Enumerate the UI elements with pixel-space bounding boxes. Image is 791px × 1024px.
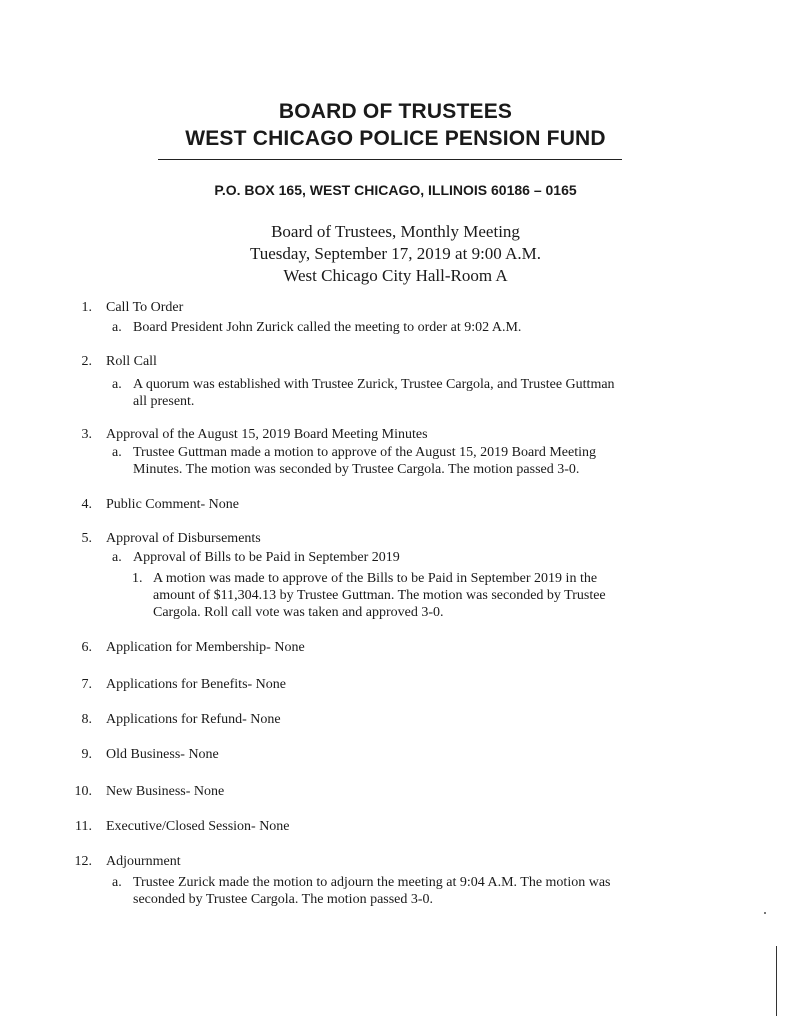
item-number: 2. xyxy=(81,354,92,369)
item-number: 8. xyxy=(81,712,92,727)
sub-text: Approval of Bills to be Paid in September 2019 xyxy=(133,550,400,565)
item-title: Applications for Benefits- None xyxy=(106,677,287,692)
sub-label: a. xyxy=(112,550,122,565)
mailing-address: P.O. BOX 165, WEST CHICAGO, ILLINOIS 60186 – 0165 xyxy=(214,182,577,198)
item-number: 9. xyxy=(81,747,92,762)
item-title: Old Business- None xyxy=(106,747,219,762)
item-number: 11. xyxy=(75,819,92,834)
item-title: Executive/Closed Session- None xyxy=(106,819,290,834)
item-title: Application for Membership- None xyxy=(106,640,305,655)
item-number: 5. xyxy=(81,531,92,546)
sub-text-line-2: Minutes. The motion was seconded by Trustee Cargola. The motion passed 3-0. xyxy=(133,462,580,477)
document-title-line-2: WEST CHICAGO POLICE PENSION FUND xyxy=(185,127,606,150)
sub-text-line-1: Trustee Guttman made a motion to approve of the August 15, 2019 Board Meeting xyxy=(133,445,596,460)
meeting-datetime: Tuesday, September 17, 2019 at 9:00 A.M. xyxy=(249,244,542,263)
item-title: Applications for Refund- None xyxy=(106,712,281,727)
sub-label: a. xyxy=(112,377,122,392)
item-title: Roll Call xyxy=(106,354,157,369)
item-number: 3. xyxy=(81,427,92,442)
item-title: Adjournment xyxy=(106,854,181,869)
item-number: 7. xyxy=(81,677,92,692)
item-number: 1. xyxy=(81,300,92,315)
title-divider xyxy=(158,159,622,160)
sub-text-line-1: A quorum was established with Trustee Zurick, Trustee Cargola, and Trustee Guttman xyxy=(133,377,615,392)
sub-text: Board President John Zurick called the meeting to order at 9:02 A.M. xyxy=(133,320,522,335)
item-number: 12. xyxy=(74,854,92,869)
meeting-type: Board of Trustees, Monthly Meeting xyxy=(271,222,520,241)
item-number: 4. xyxy=(81,497,92,512)
item-title: New Business- None xyxy=(106,784,225,799)
item-title: Call To Order xyxy=(106,300,184,315)
sub-text-line-2: seconded by Trustee Cargola. The motion passed 3-0. xyxy=(133,892,434,907)
item-title: Approval of the August 15, 2019 Board Meeting Minutes xyxy=(106,427,428,442)
item-number: 10. xyxy=(74,784,92,799)
item-number: 6. xyxy=(81,640,92,655)
sub-text-line-2: all present. xyxy=(133,394,195,409)
sub-label: a. xyxy=(112,875,122,890)
item-title: Public Comment- None xyxy=(106,497,239,512)
meeting-location: West Chicago City Hall-Room A xyxy=(283,266,508,285)
sub-sub-text-line-2: amount of $11,304.13 by Trustee Guttman. The motion was seconded by Trustee xyxy=(153,588,606,603)
sub-sub-text-line-3: Cargola. Roll call vote was taken and approved 3-0. xyxy=(153,605,444,620)
item-title: Approval of Disbursements xyxy=(106,531,261,546)
sub-sub-text-line-1: A motion was made to approve of the Bills to be Paid in September 2019 in the xyxy=(153,571,598,586)
scan-artifact-dot xyxy=(764,912,766,914)
sub-sub-label: 1. xyxy=(132,571,143,586)
scan-artifact-line xyxy=(776,946,777,1016)
sub-text-line-1: Trustee Zurick made the motion to adjourn the meeting at 9:04 A.M. The motion was xyxy=(133,875,611,890)
document-title-line-1: BOARD OF TRUSTEES xyxy=(278,100,513,123)
sub-label: a. xyxy=(112,445,122,460)
sub-label: a. xyxy=(112,320,122,335)
